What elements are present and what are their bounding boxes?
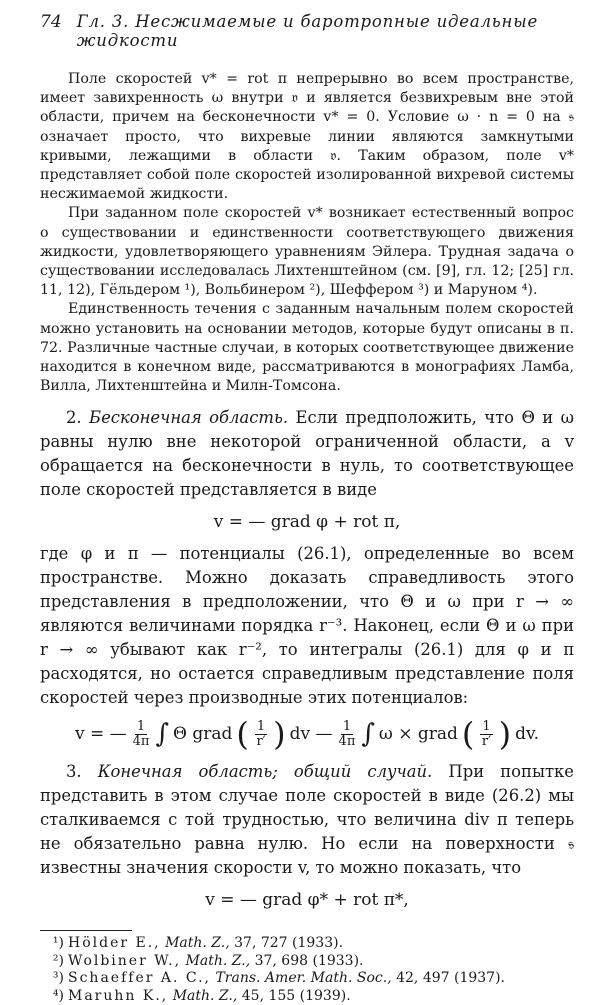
section-3-text: При попытке представить в этом случае поле скоростей в виде (26.2) мы сталкиваемся с той трудностью, что величина div π теперь не обязательно равна нулю. Но если на поверхности 𝔰 известны значения скорости v, то можно показать, что <box>40 762 575 878</box>
section-2-text: Если предположить, что Θ и ω равны нулю вне некоторой ограниченной области, а v обращается на бесконечности в нуль, то соответствующее поле скоростей представляется в виде <box>40 408 574 500</box>
section-2-title: Бесконечная область. <box>89 408 289 428</box>
formula-2: v = — $\frac{1}{4\pi}$ ∫ Θ grad ( $\frac{1}{r'}$ ) dv — $\frac{1}{4\pi}$ ∫ ω × grad ( $\frac{1}{r'}$ ) dv. <box>75 715 539 754</box>
formula-2-term-1: Θ grad <box>173 724 233 745</box>
formula-2-dv-1: dv — <box>289 724 333 745</box>
fraction: $\frac{1}{4\pi}$ <box>338 718 356 749</box>
small-print-block <box>40 70 574 396</box>
footnote: ¹) Hölder E., Math. Z., 37, 727 (1933). <box>52 935 344 952</box>
main-text <box>40 406 574 912</box>
paragraph: При заданном поле скоростей v* возникает естественный вопрос о существовании и единственности соответствующего движения жидкости, удовлетворяющего уравнениям Эйлера. Трудная задача о существовании исследовалась Лихтенштейном (см. [9], гл. 12; [25] гл. 11, 12), Гёльдером ¹), Вольбинером ²), Шеффером ³) и Маруном ⁴). <box>40 205 574 299</box>
section-3-number: 3. <box>66 762 82 782</box>
footnote: ³) Schaeffer A. C., Trans. Amer. Math. Soc., 42, 497 (1937). <box>52 970 505 987</box>
integral-sign: ∫ <box>361 719 375 750</box>
paragraph: Единственность течения с заданным начальным полем скоростей можно установить на основании методов, которые будут описаны в п. 72. Различные частные случаи, в которых соответствующее движение находится в конечном виде, рассматриваются в монографиях Ламба, Вилла, Лихтенштейна и Милн-Томсона. <box>40 301 574 395</box>
footnote: ²) Wolbiner W., Math. Z., 37, 698 (1933). <box>52 952 364 969</box>
section-2-paragraph <box>40 406 574 502</box>
formula-2-dv-2: dv. <box>515 724 539 745</box>
page-number: 74 <box>40 12 62 32</box>
paragraph-after-formula-1: где φ и π — потенциалы (26.1), определенные во всем пространстве. Можно доказать справедливость этого представления в предположении, что Θ и ω при r → ∞ являются величинами порядка r⁻³. Наконец, если Θ и ω при r → ∞ убывают как r⁻², то интегралы (26.1) для φ и π расходятся, но остается справедливым представление поля скоростей через производные этих потенциалов: <box>40 544 574 708</box>
fraction: $\frac{1}{4\pi}$ <box>132 718 150 749</box>
formula-3: v = — grad φ* + rot π*, <box>205 890 409 911</box>
footnote: ⁴) Maruhn K., Math. Z., 45, 155 (1939). <box>52 987 351 1004</box>
section-3-paragraph <box>40 760 574 880</box>
integral-sign: ∫ <box>155 719 170 750</box>
fraction: $\frac{1}{r'}$ <box>481 718 492 749</box>
formula-2-lhs: v = — <box>75 724 127 745</box>
paragraph: Поле скоростей v* = rot π непрерывно во всем пространстве, имеет завихренность ω внутри 𝔳 и является безвихревым вне этой области, причем на бесконечности v* = 0. Условие ω · n = 0 на 𝔰 означает просто, что вихревые линии являются замкнутыми кривыми, лежащими в области 𝔳. Таким образом, поле v* представляет собой поле скоростей изолированной вихревой системы несжимаемой жидкости. <box>40 71 574 203</box>
running-title: Гл. 3. Несжимаемые и баротропные идеальные жидкости <box>76 12 539 50</box>
footnotes <box>40 935 574 1005</box>
formula-1: v = — grad φ + rot π, <box>213 512 401 533</box>
formula-2-term-2: ω × grad <box>378 724 458 745</box>
footnote-divider <box>40 930 132 931</box>
section-2-number: 2. <box>66 408 82 428</box>
running-header <box>40 12 574 50</box>
section-3-title: Конечная область; общий случай. <box>97 762 433 782</box>
fraction: $\frac{1}{r'}$ <box>256 718 266 749</box>
